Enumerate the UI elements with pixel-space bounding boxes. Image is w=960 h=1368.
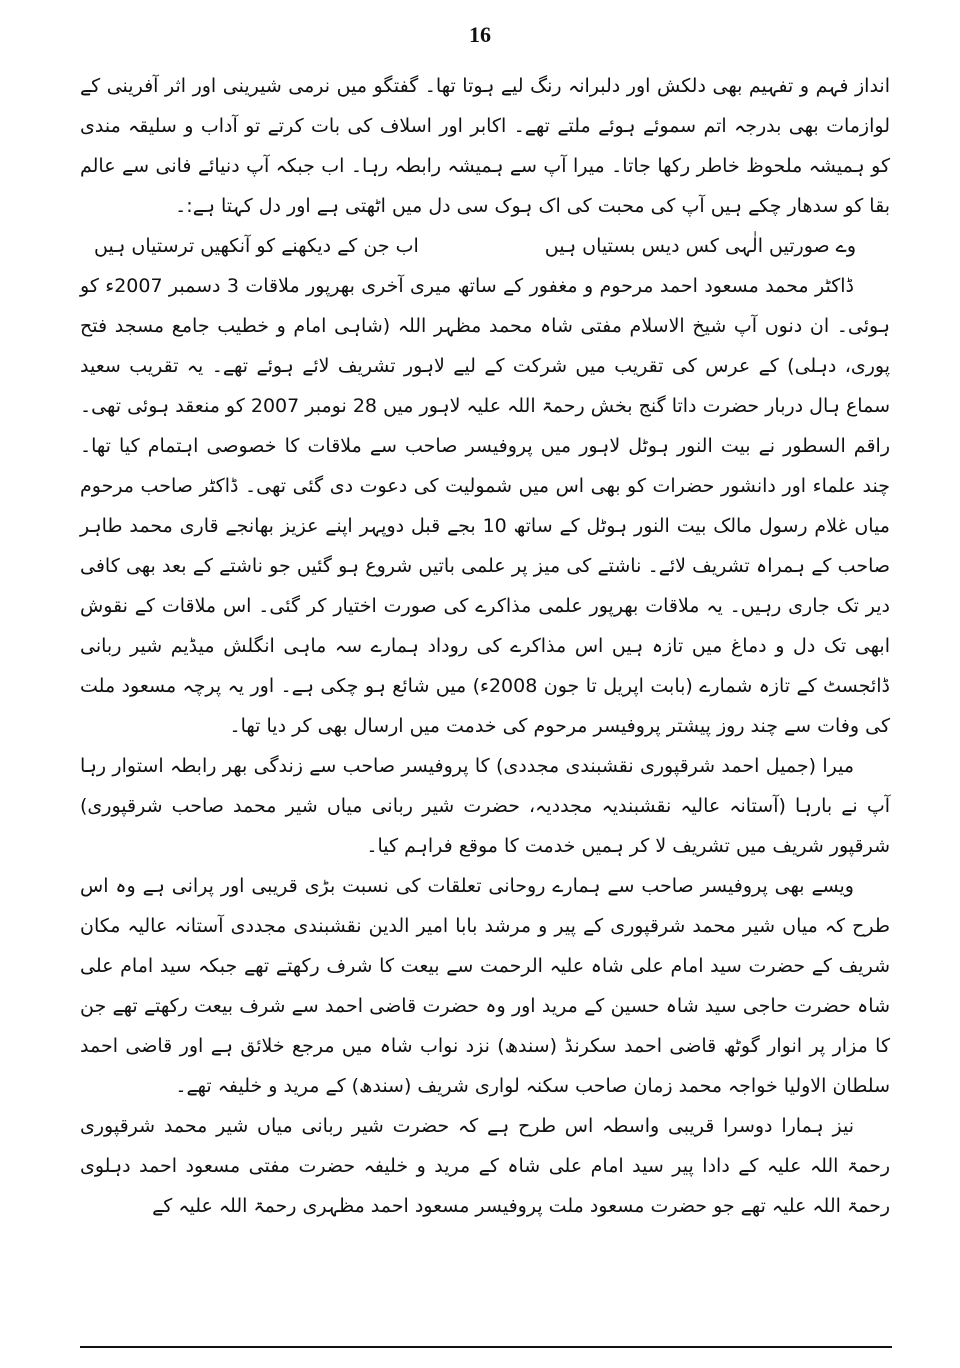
poetry-couplet [80,226,890,266]
paragraph-second-connection: نیز ہمارا دوسرا قریبی واسطہ اس طرح ہے کہ حضرت شیر ربانی میاں شیر محمد شرقپوری رحمۃ اللہ علیہ کے دادا پیر سید امام علی شاہ کے مرید و خلیفہ حضرت مفتی مسعود احمد دہلوی رحمۃ اللہ علیہ تھے جو حضرت مسعود ملت پروفیسر مسعود احمد مظہری رحمۃ اللہ علیہ کے [80,1115,890,1217]
page-body [80,66,890,1226]
page-number: 16 [469,22,491,47]
paragraph-author-relation: میرا (جمیل احمد شرقپوری نقشبندی مجددی) کا پروفیسر صاحب سے زندگی بھر رابطہ استوار رہا آپ نے بارہا (آستانہ عالیہ نقشبندیہ مجددیہ، حضرت شیر ربانی میاں شیر محمد صاحب شرقپوری) شرقپور شریف میں تشریف لا کر ہمیں خدمت کا موقع فراہم کیا۔ [80,755,890,857]
page-bottom-rule [80,1346,892,1348]
paragraph-last-meeting: ڈاکٹر محمد مسعود احمد مرحوم و مغفور کے ساتھ میری آخری بھرپور ملاقات 3 دسمبر 2007ء کو ہوئی۔ ان دنوں آپ شیخ الاسلام مفتی شاہ محمد مظہر اللہ (شاہی امام و خطیب جامع مسجد فتح پوری، دہلی) کے عرس کی تقریب میں شرکت کے لیے لاہور تشریف لائے ہوئے تھے۔ یہ تقریب سعید سماع ہال دربار حضرت داتا گنج بخش رحمۃ اللہ علیہ لاہور میں 28 نومبر 2007 کو منعقد ہوئی تھی۔ راقم السطور نے بیت النور ہوٹل لاہور میں پروفیسر صاحب سے ملاقات کا خصوصی اہتمام کیا تھا۔ چند علماء اور دانشور حضرات کو بھی اس میں شمولیت کی دعوت دی گئی تھی۔ ڈاکٹر صاحب مرحوم میاں غلام رسول مالک بیت النور ہوٹل کے ساتھ 10 بجے قبل دوپہر اپنے عزیز بھانجے قاری محمد طاہر صاحب کے ہمراہ تشریف لائے۔ ناشتے کی میز پر علمی باتیں شروع ہو گئیں جو ناشتے کے بعد بھی کافی دیر تک جاری رہیں۔ یہ ملاقات بھرپور علمی مذاکرے کی صورت اختیار کر گئی۔ اس ملاقات کے نقوش ابھی تک دل و دماغ میں تازہ ہیں اس مذاکرے کی روداد ہمارے سہ ماہی انگلش میڈیم شیر ربانی ڈائجسٹ کے تازہ شمارے (بابت اپریل تا جون 2008ء) میں شائع ہو چکی ہے۔ اور یہ پرچہ مسعود ملت کی وفات سے چند روز پیشتر پروفیسر مرحوم کی خدمت میں ارسال بھی کر دیا تھا۔ [80,275,890,737]
couplet-first-hemistich: وے صورتیں الٰہی کس دیس بستیاں ہیں [544,235,856,257]
paragraph-intro: انداز فہم و تفہیم بھی دلکش اور دلبرانہ رنگ لیے ہوتا تھا۔ گفتگو میں نرمی شیرینی اور اثر آفرینی کے لوازمات بھی بدرجہ اتم سموئے ہوئے ملتے تھے۔ اکابر اور اسلاف کی بات کرتے تو آداب و سلیقہ مندی کو ہمیشہ ملحوظ خاطر رکھا جاتا۔ میرا آپ سے ہمیشہ رابطہ رہا۔ اب جبکہ آپ دنیائے فانی سے عالم بقا کو سدھار چکے ہیں آپ کی محبت کی اک ہوک سی دل میں اٹھتی ہے اور دل کہتا ہے:۔ [80,75,890,217]
paragraph-spiritual-lineage: ویسے بھی پروفیسر صاحب سے ہمارے روحانی تعلقات کی نسبت بڑی قریبی اور پرانی ہے وہ اس طرح کہ میاں شیر محمد شرقپوری کے پیر و مرشد بابا امیر الدین نقشبندی مجددی آستانہ عالیہ مکان شریف کے حضرت سید امام علی شاہ علیہ الرحمت سے بیعت کا شرف رکھتے تھے جبکہ سید امام علی شاہ حضرت حاجی سید شاہ حسین کے مرید اور وہ حضرت قاضی احمد سے شرف بیعت رکھتے تھے جن کا مزار پر انوار گوٹھ قاضی احمد سکرنڈ (سندھ) نزد نواب شاہ میں مرجع خلائق ہے اور قاضی احمد سلطان الاولیا خواجہ محمد زمان صاحب سکنہ لواری شریف (سندھ) کے مرید و خلیفہ تھے۔ [80,875,890,1097]
couplet-second-hemistich: اب جن کے دیکھنے کو آنکھیں ترستیاں ہیں [94,235,419,257]
